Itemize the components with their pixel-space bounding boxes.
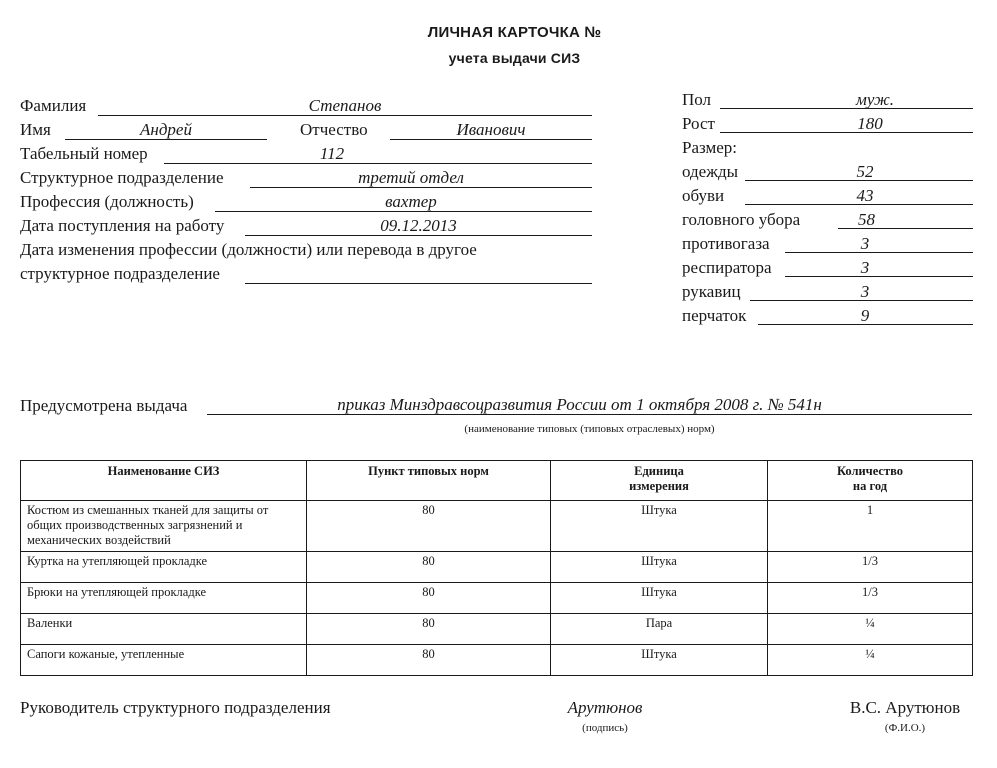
tab-number-value[interactable]: 112 — [319, 144, 345, 163]
tab-number-label: Табельный номер — [20, 144, 148, 163]
row-unit: Штука — [551, 645, 768, 676]
patronymic-label: Отчество — [300, 120, 368, 139]
header-norm-point: Пункт типовых норм — [307, 461, 551, 501]
row-qty: ¼ — [768, 614, 973, 645]
provision-value[interactable]: приказ Минздравсоцразвития России от 1 октября 2008 г. № 541н — [337, 395, 822, 414]
row-name: Куртка на утепляющей прокладке — [21, 552, 307, 583]
mittens-size-label: рукавиц — [682, 282, 741, 301]
header-quantity: Количество на год — [768, 461, 973, 501]
provision-label: Предусмотрена выдача — [20, 396, 188, 415]
shoes-size-value[interactable]: 43 — [856, 186, 874, 205]
provision-caption: (наименование типовых (типовых отраслевых) норм) — [464, 423, 715, 435]
division-value[interactable]: третий отдел — [358, 168, 464, 187]
gloves-size-label: перчаток — [682, 306, 747, 325]
row-unit: Штука — [551, 552, 768, 583]
table-row — [21, 501, 973, 552]
size-label: Размер: — [682, 138, 738, 157]
row-unit: Штука — [551, 583, 768, 614]
gender-label: Пол — [682, 90, 712, 109]
respirator-size-label: респиратора — [682, 258, 772, 277]
gas-mask-size-label: противогаза — [682, 234, 770, 253]
headwear-size-label: головного убора — [682, 210, 801, 229]
row-point: 80 — [307, 552, 551, 583]
signature-caption: (подпись) — [582, 722, 628, 734]
row-point: 80 — [307, 645, 551, 676]
division-label: Структурное подразделение — [20, 168, 224, 187]
headwear-size-value[interactable]: 58 — [858, 210, 875, 229]
card-title: ЛИЧНАЯ КАРТОЧКА № — [427, 24, 602, 41]
hire-date-value[interactable]: 09.12.2013 — [380, 216, 457, 235]
signature[interactable]: Арутюнов — [567, 698, 643, 717]
height-label: Рост — [682, 114, 715, 133]
full-name[interactable]: В.С. Арутюнов — [849, 698, 961, 717]
table-row — [21, 645, 973, 676]
full-name-caption: (Ф.И.О.) — [884, 722, 926, 734]
row-unit: Пара — [551, 614, 768, 645]
row-name: Костюм из смешанных тканей для защиты от общих производственных загрязнений и механических воздействий — [21, 501, 307, 552]
row-point: 80 — [307, 614, 551, 645]
gloves-size-value[interactable]: 9 — [860, 306, 870, 325]
row-qty: 1/3 — [768, 583, 973, 614]
row-qty: 1 — [768, 501, 973, 552]
header-siz-name: Наименование СИЗ — [21, 461, 307, 501]
table-header-row — [21, 461, 973, 501]
row-point: 80 — [307, 583, 551, 614]
row-name: Валенки — [21, 614, 307, 645]
surname-value[interactable]: Степанов — [308, 96, 382, 115]
change-label-line1: Дата изменения профессии (должности) или перевода в другое — [20, 240, 477, 259]
row-qty: 1/3 — [768, 552, 973, 583]
siz-table — [20, 460, 973, 676]
table-row — [21, 614, 973, 645]
respirator-size-value[interactable]: 3 — [860, 258, 870, 277]
hire-date-label: Дата поступления на работу — [20, 216, 225, 235]
row-name: Сапоги кожаные, утепленные — [21, 645, 307, 676]
patronymic-value[interactable]: Иванович — [456, 120, 526, 139]
gender-value[interactable]: муж. — [855, 90, 895, 109]
row-point: 80 — [307, 501, 551, 552]
profession-label: Профессия (должность) — [20, 192, 194, 211]
row-unit: Штука — [551, 501, 768, 552]
change-line — [245, 283, 592, 284]
gas-mask-size-value[interactable]: 3 — [860, 234, 870, 253]
table-row — [21, 552, 973, 583]
table-row — [21, 583, 973, 614]
name-value[interactable]: Андрей — [140, 120, 192, 139]
header-unit: Единица измерения — [551, 461, 768, 501]
row-name: Брюки на утепляющей прокладке — [21, 583, 307, 614]
clothes-size-label: одежды — [682, 162, 739, 181]
height-value[interactable]: 180 — [857, 114, 883, 133]
shoes-size-label: обуви — [682, 186, 725, 205]
name-label: Имя — [20, 120, 51, 139]
change-label-line2: структурное подразделение — [20, 264, 220, 283]
footer-role: Руководитель структурного подразделения — [20, 698, 331, 717]
surname-label: Фамилия — [20, 96, 87, 115]
profession-value[interactable]: вахтер — [385, 192, 437, 211]
clothes-size-value[interactable]: 52 — [856, 162, 874, 181]
card-subtitle: учета выдачи СИЗ — [448, 50, 581, 66]
mittens-size-value[interactable]: 3 — [860, 282, 870, 301]
row-qty: ¼ — [768, 645, 973, 676]
